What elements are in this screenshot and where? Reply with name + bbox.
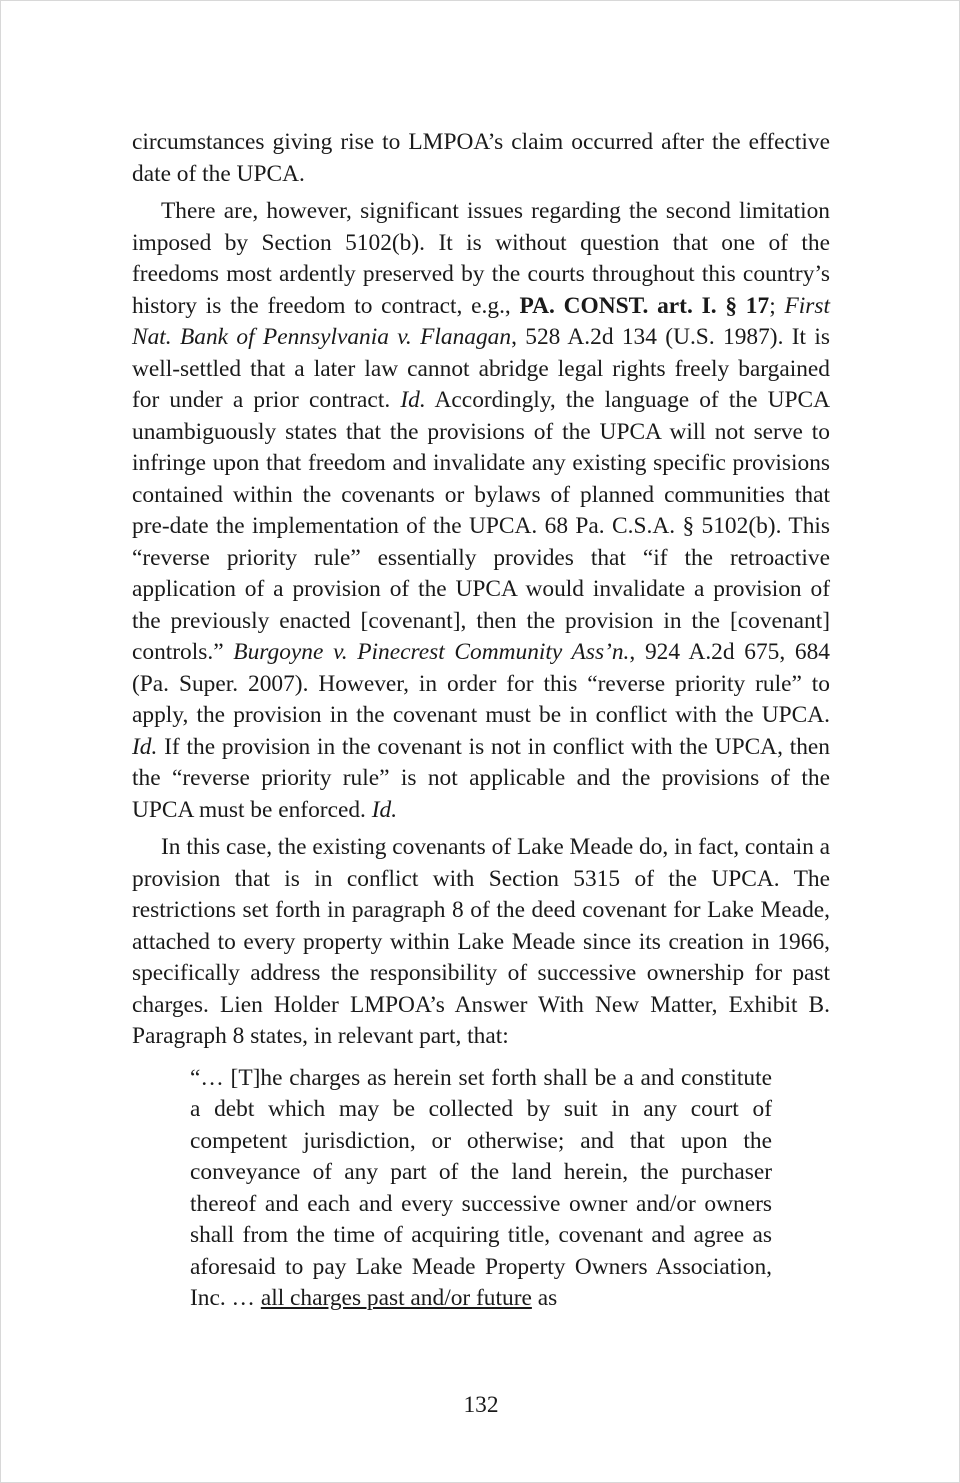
paragraph-2 bbox=[132, 196, 830, 826]
id-citation: Id. bbox=[400, 387, 426, 413]
text-run: , 528 A.2d 134 (U.S. 1987). It is well-settled that a later law cannot abridge legal rights freely bargained for under a prior contract. bbox=[132, 324, 830, 413]
case-name: First Nat. Bank of Pennsylvania v. Flanagan bbox=[132, 292, 830, 350]
id-citation: Id. bbox=[132, 733, 158, 760]
citation-bold: PA. CONST. art. I. § 17 bbox=[519, 292, 770, 319]
text-run: There are, however, significant issues regarding the second limitation imposed by Section 5102(b). It is without question that one of the freedoms most ardently preserved by the courts throughout this country’s history is the freedom to contract, e.g., bbox=[132, 198, 830, 319]
text-run: ; bbox=[769, 292, 785, 319]
text-run: In this case, the existing covenants of Lake Meade do, in fact, contain a provision that is in conflict with Section 5315 of the UPCA. The restrictions set forth in paragraph 8 of the deed covenant for Lake Meade, attached to every property within Lake Meade since its creation in 1966, specifically address the responsibility of successive ownership for past charges. Lien Holder LMPOA’s Answer With New Matter, Exhibit B. Paragraph 8 states, in relevant part, that: bbox=[132, 834, 830, 1049]
paragraph-1 bbox=[132, 127, 830, 190]
paragraph-3 bbox=[132, 832, 830, 1053]
text-run: circumstances giving rise to LMPOA’s claim occurred after the effective date of the UPCA. bbox=[132, 129, 830, 187]
text-run: as bbox=[531, 1285, 558, 1311]
page-number: 132 bbox=[463, 1392, 499, 1418]
text-run: , 924 A.2d 675, 684 (Pa. Super. 2007). However, in order for this “reverse priority rule” to apply, the provision in the covenant must be in conflict with the UPCA. bbox=[132, 639, 830, 728]
block-quote bbox=[190, 1063, 772, 1315]
text-run: Accordingly, the language of the UPCA unambiguously states that the provisions of the UPCA will not serve to infringe upon that freedom and invalidate any existing specific provisions contained within the covenants or bylaws of planned communities that pre-date the implementation of the UPCA. 68 Pa. C.S.A. § 5102(b). This “reverse priority rule” essentially provides that “if the retroactive application of a provision of the UPCA would invalidate a provision of the previously enacted [covenant], then the provision in the [covenant] controls.” bbox=[132, 387, 831, 665]
text-run: “… [T]he charges as herein set forth shall be a and constitute a debt which may be collected by suit in any court of competent jurisdiction, or otherwise; and that upon the conveyance of any part of the land herein, the purchaser thereof and each and every successive owner and/or owners shall from the time of acquiring title, covenant and agree as aforesaid to pay Lake Meade Property Owners Association, Inc. … bbox=[190, 1064, 772, 1311]
text-run: If the provision in the covenant is not in conflict with the UPCA, then the “reverse priority rule” is not applicable and the provisions of the UPCA must be enforced. bbox=[132, 733, 830, 823]
body-text bbox=[132, 127, 830, 1315]
case-name: Burgoyne v. Pinecrest Community Ass’n. bbox=[233, 639, 630, 665]
id-citation: Id. bbox=[371, 796, 398, 823]
underlined-text: all charges past and/or future bbox=[260, 1285, 532, 1311]
